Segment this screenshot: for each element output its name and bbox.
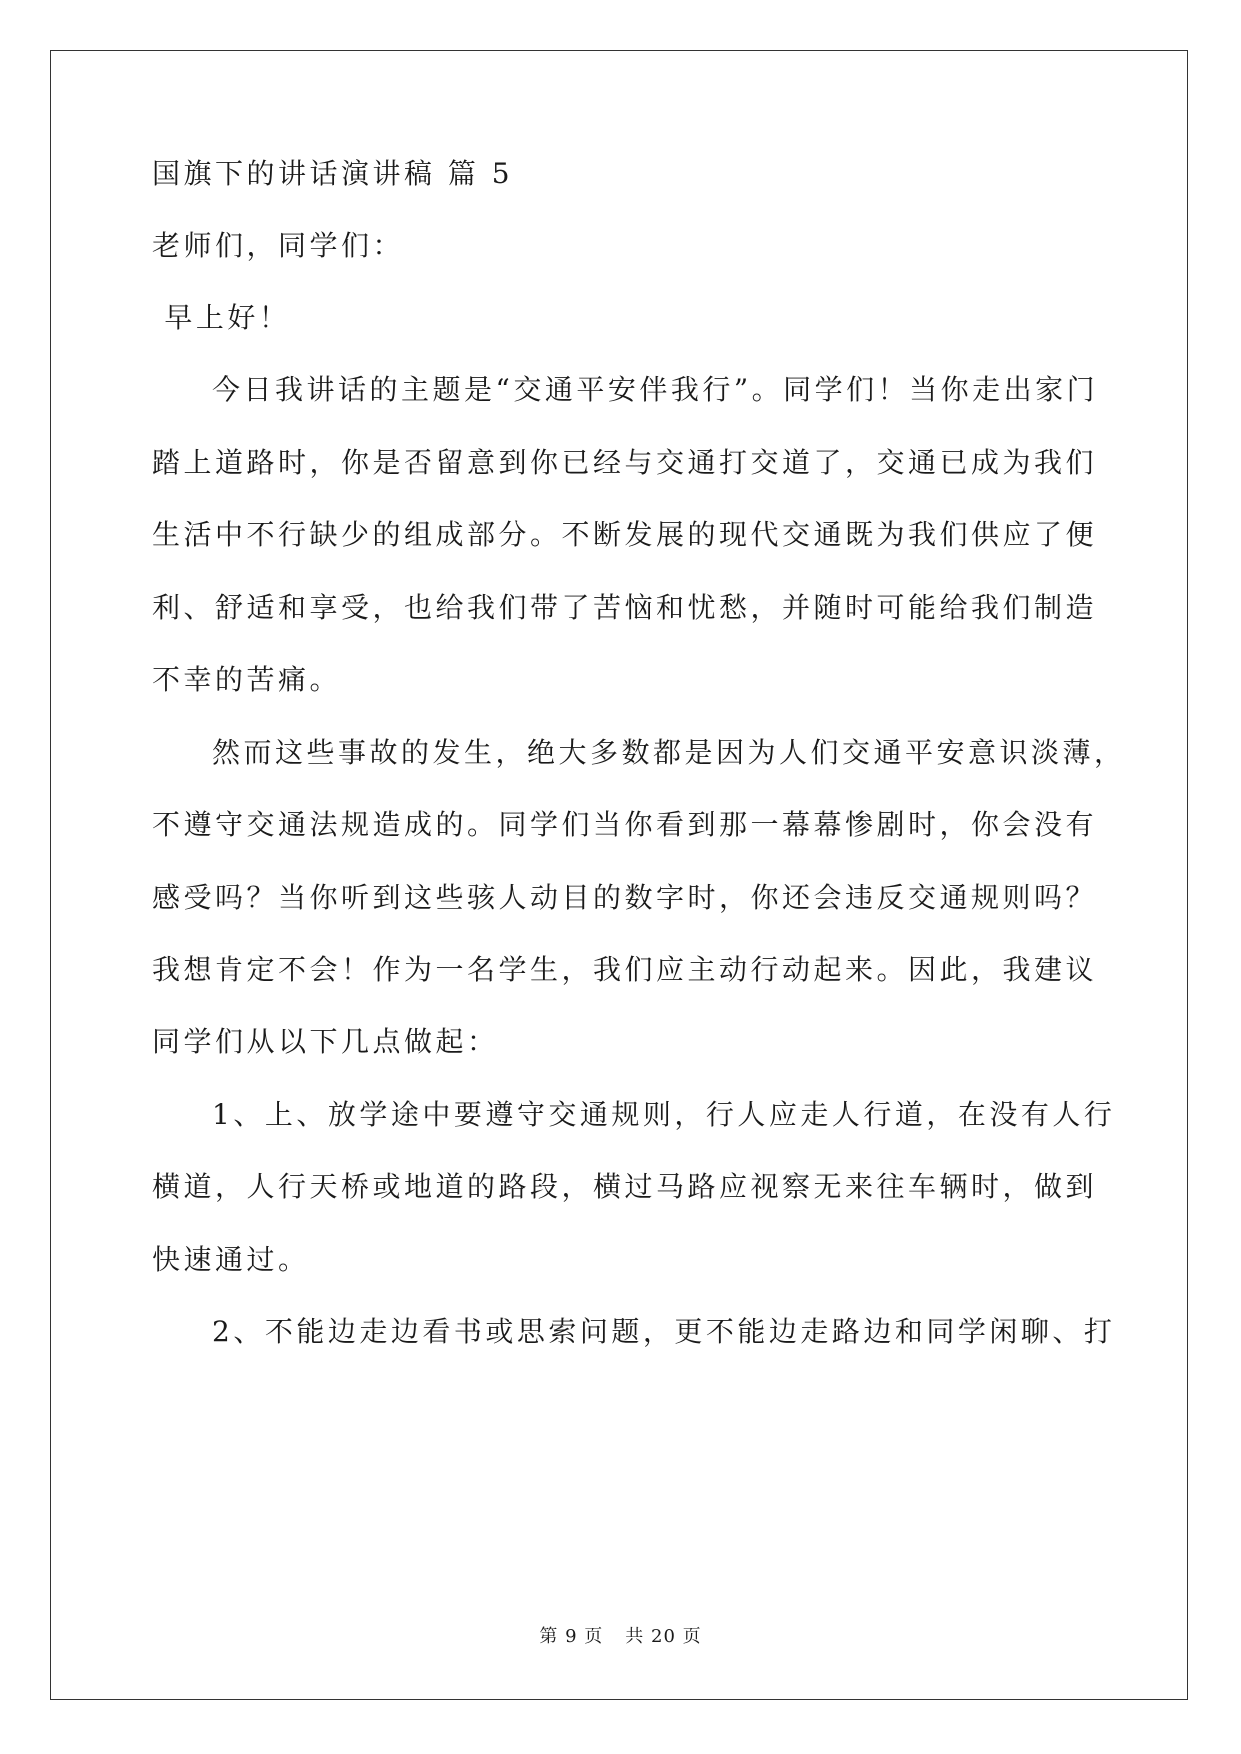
paragraph-line: 利、舒适和享受，也给我们带了苦恼和忧愁，并随时可能给我们制造 bbox=[152, 591, 1098, 624]
paragraph-line: 生活中不行缺少的组成部分。不断发展的现代交通既为我们供应了便 bbox=[152, 518, 1098, 551]
paragraph-line: 不幸的苦痛。 bbox=[152, 663, 342, 696]
list-item-line: 1、上、放学途中要遵守交通规则，行人应走人行道，在没有人行 bbox=[212, 1098, 1116, 1131]
page-footer bbox=[0, 1625, 1241, 1649]
greeting: 早上好！ bbox=[152, 301, 291, 334]
list-item-line: 快速通过。 bbox=[152, 1243, 310, 1276]
list-item-line: 2、不能边走边看书或思索问题，更不能边走路边和同学闲聊、打 bbox=[212, 1315, 1116, 1348]
paragraph-line: 踏上道路时，你是否留意到你已经与交通打交道了，交通已成为我们 bbox=[152, 446, 1098, 479]
paragraph-line: 今日我讲话的主题是“交通平安伴我行”。同学们！当你走出家门 bbox=[212, 373, 1099, 406]
paragraph-line: 然而这些事故的发生，绝大多数都是因为人们交通平安意识淡薄， bbox=[212, 736, 1126, 769]
list-item-line: 横道，人行天桥或地道的路段，横过马路应视察无来往车辆时，做到 bbox=[152, 1170, 1098, 1203]
salutation: 老师们，同学们： bbox=[152, 229, 405, 262]
paragraph-line: 我想肯定不会！作为一名学生，我们应主动行动起来。因此，我建议 bbox=[152, 953, 1098, 986]
paragraph-line: 同学们从以下几点做起： bbox=[152, 1025, 499, 1058]
document-title: 国旗下的讲话演讲稿 篇 5 bbox=[152, 157, 514, 190]
paragraph-line: 感受吗？当你听到这些骇人动目的数字时，你还会违反交通规则吗？ bbox=[152, 881, 1098, 914]
page-number: 第 9 页 bbox=[539, 1626, 604, 1647]
page-total: 共 20 页 bbox=[625, 1626, 702, 1647]
paragraph-line: 不遵守交通法规造成的。同学们当你看到那一幕幕惨剧时，你会没有 bbox=[152, 808, 1098, 841]
